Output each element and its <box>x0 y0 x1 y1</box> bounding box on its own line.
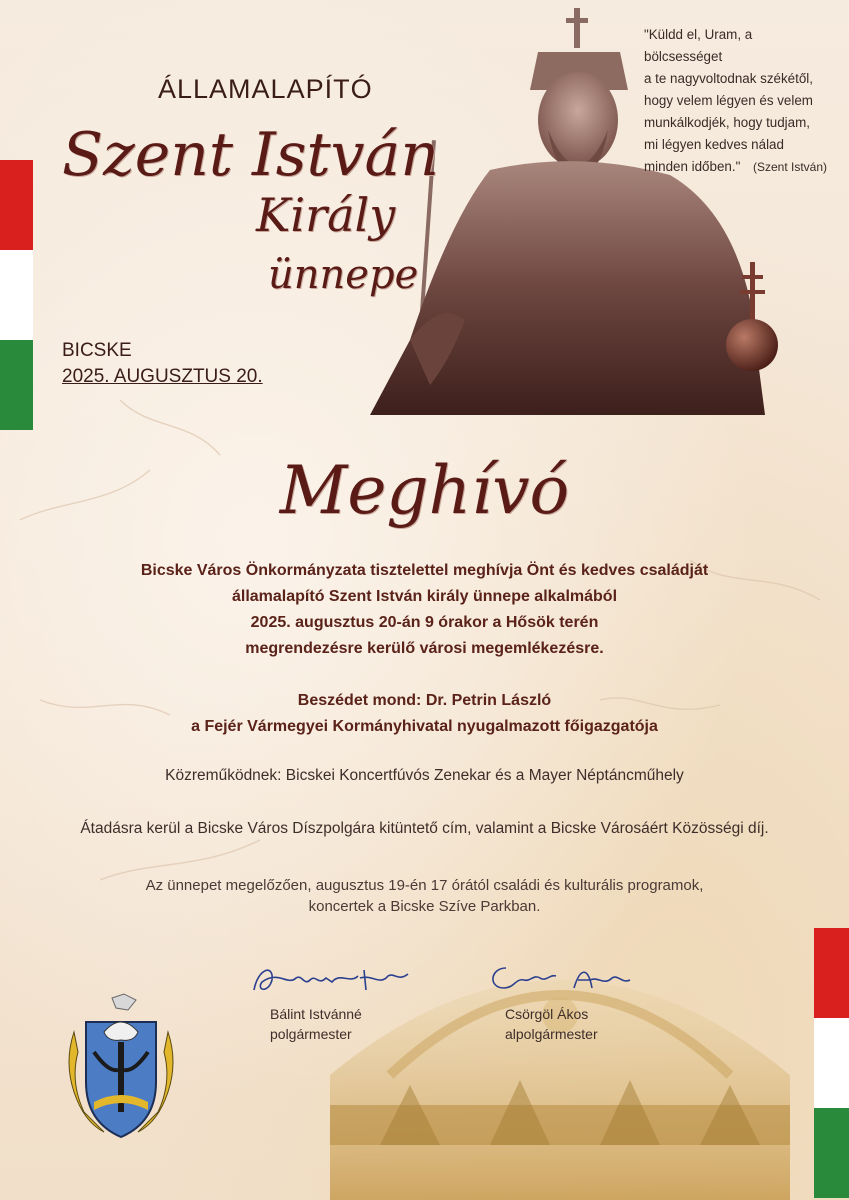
place-label: BICSKE <box>62 340 132 361</box>
quote-line: hogy velem légyen és velem <box>644 93 813 108</box>
signature-mayor <box>248 960 418 1000</box>
holy-crown-illustration <box>290 905 830 1200</box>
award-text: Átadásra kerül a Bicske Város Díszpolgára kitüntető cím, valamint a Bicske Városáért Közösségi díj. <box>80 820 769 837</box>
signature-deputy-mayor <box>484 958 634 998</box>
title-script-king: Király <box>256 188 396 242</box>
speaker-text <box>0 688 849 740</box>
invitation-line: megrendezésre kerülő városi megemlékezésre. <box>245 640 604 657</box>
pre-event-line: koncertek a Bicske Szíve Parkban. <box>308 898 541 915</box>
signer-role: alpolgármester <box>505 1026 598 1042</box>
title-script-celebration: ünnepe <box>268 252 419 298</box>
hungarian-flag-right <box>814 928 849 1198</box>
signer-name: Bálint Istvánné <box>270 1006 362 1022</box>
hungarian-flag-left <box>0 160 33 430</box>
quote-author: (Szent István) <box>753 160 828 174</box>
signer-mayor <box>270 1004 362 1044</box>
invitation-text <box>0 558 849 662</box>
title-small: ÁLLAMALAPÍTÓ <box>158 74 373 104</box>
coat-of-arms-icon <box>64 992 178 1142</box>
invitation-heading: Meghívó <box>279 452 570 529</box>
quote <box>644 24 834 178</box>
title-script-name: Szent István <box>62 120 439 190</box>
quote-line: a te nagyvoltodnak székétől, <box>644 71 813 86</box>
speaker-line: a Fejér Vármegyei Kormányhivatal nyugalmazott főigazgatója <box>191 718 658 735</box>
invitation-line: államalapító Szent István király ünnepe alkalmából <box>231 588 618 605</box>
signer-deputy-mayor <box>505 1004 598 1044</box>
signer-role: polgármester <box>270 1026 352 1042</box>
quote-line: munkálkodjék, hogy tudjam, <box>644 115 810 130</box>
invitation-line: Bicske Város Önkormányzata tisztelettel meghívja Önt és kedves családját <box>140 562 709 579</box>
quote-line: mi légyen kedves nálad <box>644 137 784 152</box>
pre-event-line: Az ünnepet megelőzően, augusztus 19-én 17 órától családi és kulturális programok, <box>145 877 704 894</box>
quote-line: "Küldd el, Uram, a bölcsességet <box>644 27 753 64</box>
quote-line: minden időben." <box>644 159 741 174</box>
speaker-line: Beszédet mond: Dr. Petrin László <box>297 692 552 709</box>
signer-name: Csörgöl Ákos <box>505 1006 589 1022</box>
invitation-line: 2025. augusztus 20-án 9 órakor a Hősök terén <box>250 614 599 631</box>
event-date: 2025. AUGUSZTUS 20. <box>62 366 263 387</box>
performers-text: Közreműködnek: Bicskei Koncertfúvós Zenekar és a Mayer Néptáncműhely <box>165 767 684 784</box>
